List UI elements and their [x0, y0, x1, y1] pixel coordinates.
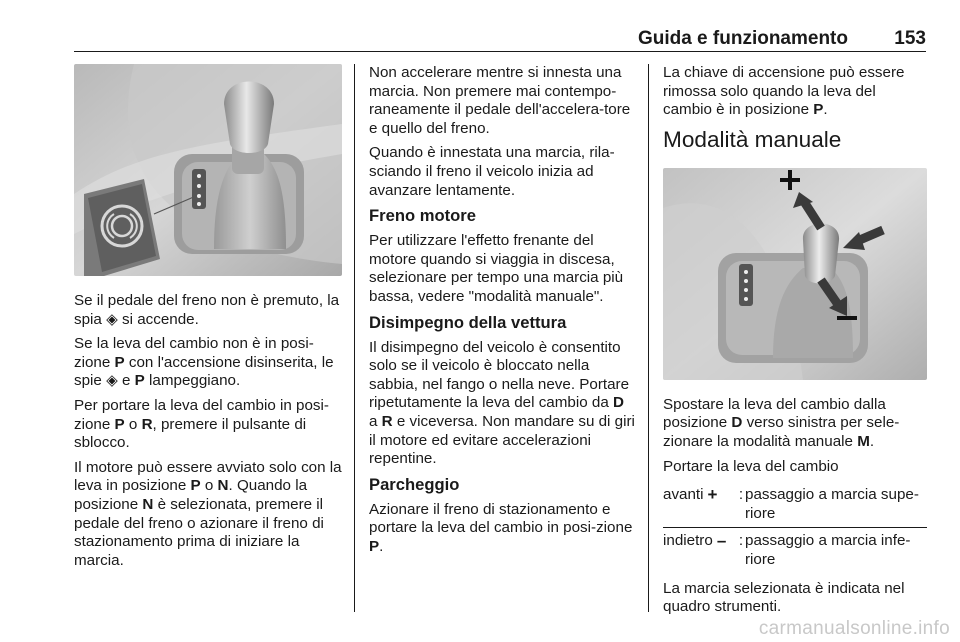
bold-letter: P	[134, 372, 145, 390]
text-span: Per portare la leva del cambio in posi-zione	[74, 396, 329, 433]
page-header	[74, 26, 926, 52]
text-span: La chiave di accensione può essere rimossa solo quando la leva del cambio è in posizione	[663, 64, 905, 119]
downshift-row	[663, 528, 927, 573]
move-lever-paragraph: Portare la leva del cambio	[663, 457, 839, 475]
bold-letter: P	[813, 101, 824, 119]
bold-letter: P	[114, 415, 125, 433]
engine-brake-paragraph: Per utilizzare l'effetto frenante del motore quando si viaggia in discesa, selezionare per tempo una marcia più bassa, vedere "modalità manuale".	[369, 232, 624, 305]
bold-letter: R	[381, 412, 393, 430]
bold-letter: R	[141, 415, 153, 433]
page-number: 153	[894, 28, 926, 49]
upshift-term	[663, 486, 735, 523]
select-manual-paragraph	[663, 396, 927, 452]
text-span: lampeggiano.	[144, 372, 241, 390]
brake-warning-paragraph	[74, 292, 342, 329]
header-title: Guida e funzionamento	[637, 28, 848, 49]
engine-brake-heading: Freno motore	[369, 206, 476, 226]
parking-paragraph	[369, 501, 635, 557]
bold-letter: P	[114, 353, 125, 371]
rocking-paragraph	[369, 339, 635, 469]
bold-letter: P	[369, 537, 380, 555]
text-span: , premere il pulsante di sblocco.	[74, 415, 307, 452]
bold-letter: P	[190, 477, 201, 495]
bold-letter: D	[731, 414, 743, 432]
brake-warning-icon: ◈	[106, 372, 118, 390]
creep-paragraph: Quando è innestata una marcia, rila-sciando il freno il veicolo inizia ad avanzare lentamente.	[369, 144, 615, 199]
text-span: .	[379, 537, 384, 555]
text-span: Azionare il freno di stazionamento e portare la leva del cambio in posi-zione	[369, 500, 633, 537]
engine-start-paragraph	[74, 459, 342, 571]
watermark: carmanualsonline.info	[758, 618, 950, 639]
manual-mode-photo	[663, 168, 927, 380]
bold-letter: M	[857, 432, 870, 450]
text-span: verso sinistra per sele-zionare la modalità manuale	[663, 414, 900, 450]
text-span: Se la leva del cambio non è in posi-zione	[74, 335, 314, 371]
text-span: o	[200, 477, 218, 495]
manual-mode-illustration	[663, 168, 927, 380]
text-span: .	[823, 101, 828, 119]
rocking-heading: Disimpegno della vettura	[369, 312, 567, 332]
column-2	[369, 64, 635, 562]
accelerate-warning-paragraph: Non accelerare mentre si innesta una marcia. Non premere mai contempo-raneamente il pedale dell'accelera-tore e quello del freno.	[369, 64, 631, 137]
text-span: è selezionata, premere il pedale del freno o azionare il freno di stazionamento prima di iniziare la marcia.	[74, 495, 324, 569]
term-label: indietro	[663, 532, 713, 550]
gear-lever-brake-photo	[74, 64, 342, 276]
upshift-description: passaggio a marcia supe-riore	[745, 486, 919, 522]
bold-letter: N	[217, 477, 229, 495]
text-span: o	[124, 415, 142, 433]
text-span: Se il pedale del freno non è premuto, la spia	[74, 292, 340, 328]
gear-display-paragraph: La marcia selezionata è indicata nel quadro strumenti.	[663, 579, 905, 616]
minus-icon: –	[716, 531, 727, 551]
lever-position-paragraph	[74, 335, 342, 391]
text-span: Il disimpegno del veicolo è consentito solo se il veicolo è bloccato nella sabbia, nel fango o nella neve. Portare ripetutamente la leva del cambio da	[369, 338, 630, 412]
text-span: e viceversa. Non mandare su di giri il motore ed evitare accelerazioni repentine.	[369, 412, 635, 468]
unlock-button-paragraph	[74, 397, 342, 453]
text-span: .	[869, 432, 875, 450]
column-1	[74, 64, 342, 576]
downshift-term	[663, 532, 735, 569]
manual-mode-heading: Modalità manuale	[663, 126, 842, 152]
gear-lever-brake-illustration	[74, 64, 342, 276]
plus-icon: +	[707, 485, 718, 505]
text-span: si accende.	[117, 310, 199, 328]
upshift-row	[663, 482, 927, 527]
text-span: . Quando la posizione	[74, 477, 308, 513]
column-3	[663, 64, 927, 623]
text-span: con l'accensione disinserita, le spie	[74, 353, 334, 390]
downshift-description: passaggio a marcia infe-riore	[745, 532, 911, 568]
text-span: a	[369, 412, 382, 430]
key-removal-paragraph	[663, 64, 927, 120]
column-divider-left	[354, 64, 355, 612]
text-span: Il motore può essere avviato solo con la leva in posizione	[74, 458, 342, 495]
column-divider-right	[648, 64, 649, 612]
bold-letter: D	[613, 394, 624, 412]
row-separator-colon: :	[738, 486, 744, 504]
bold-letter: N	[142, 495, 154, 513]
text-span: Spostare la leva del cambio dalla posizione	[663, 395, 886, 432]
parking-heading: Parcheggio	[369, 474, 460, 494]
term-label: avanti	[663, 486, 704, 504]
row-separator-colon: :	[738, 532, 744, 550]
brake-warning-icon: ◈	[106, 310, 118, 328]
text-span: e	[117, 372, 135, 390]
